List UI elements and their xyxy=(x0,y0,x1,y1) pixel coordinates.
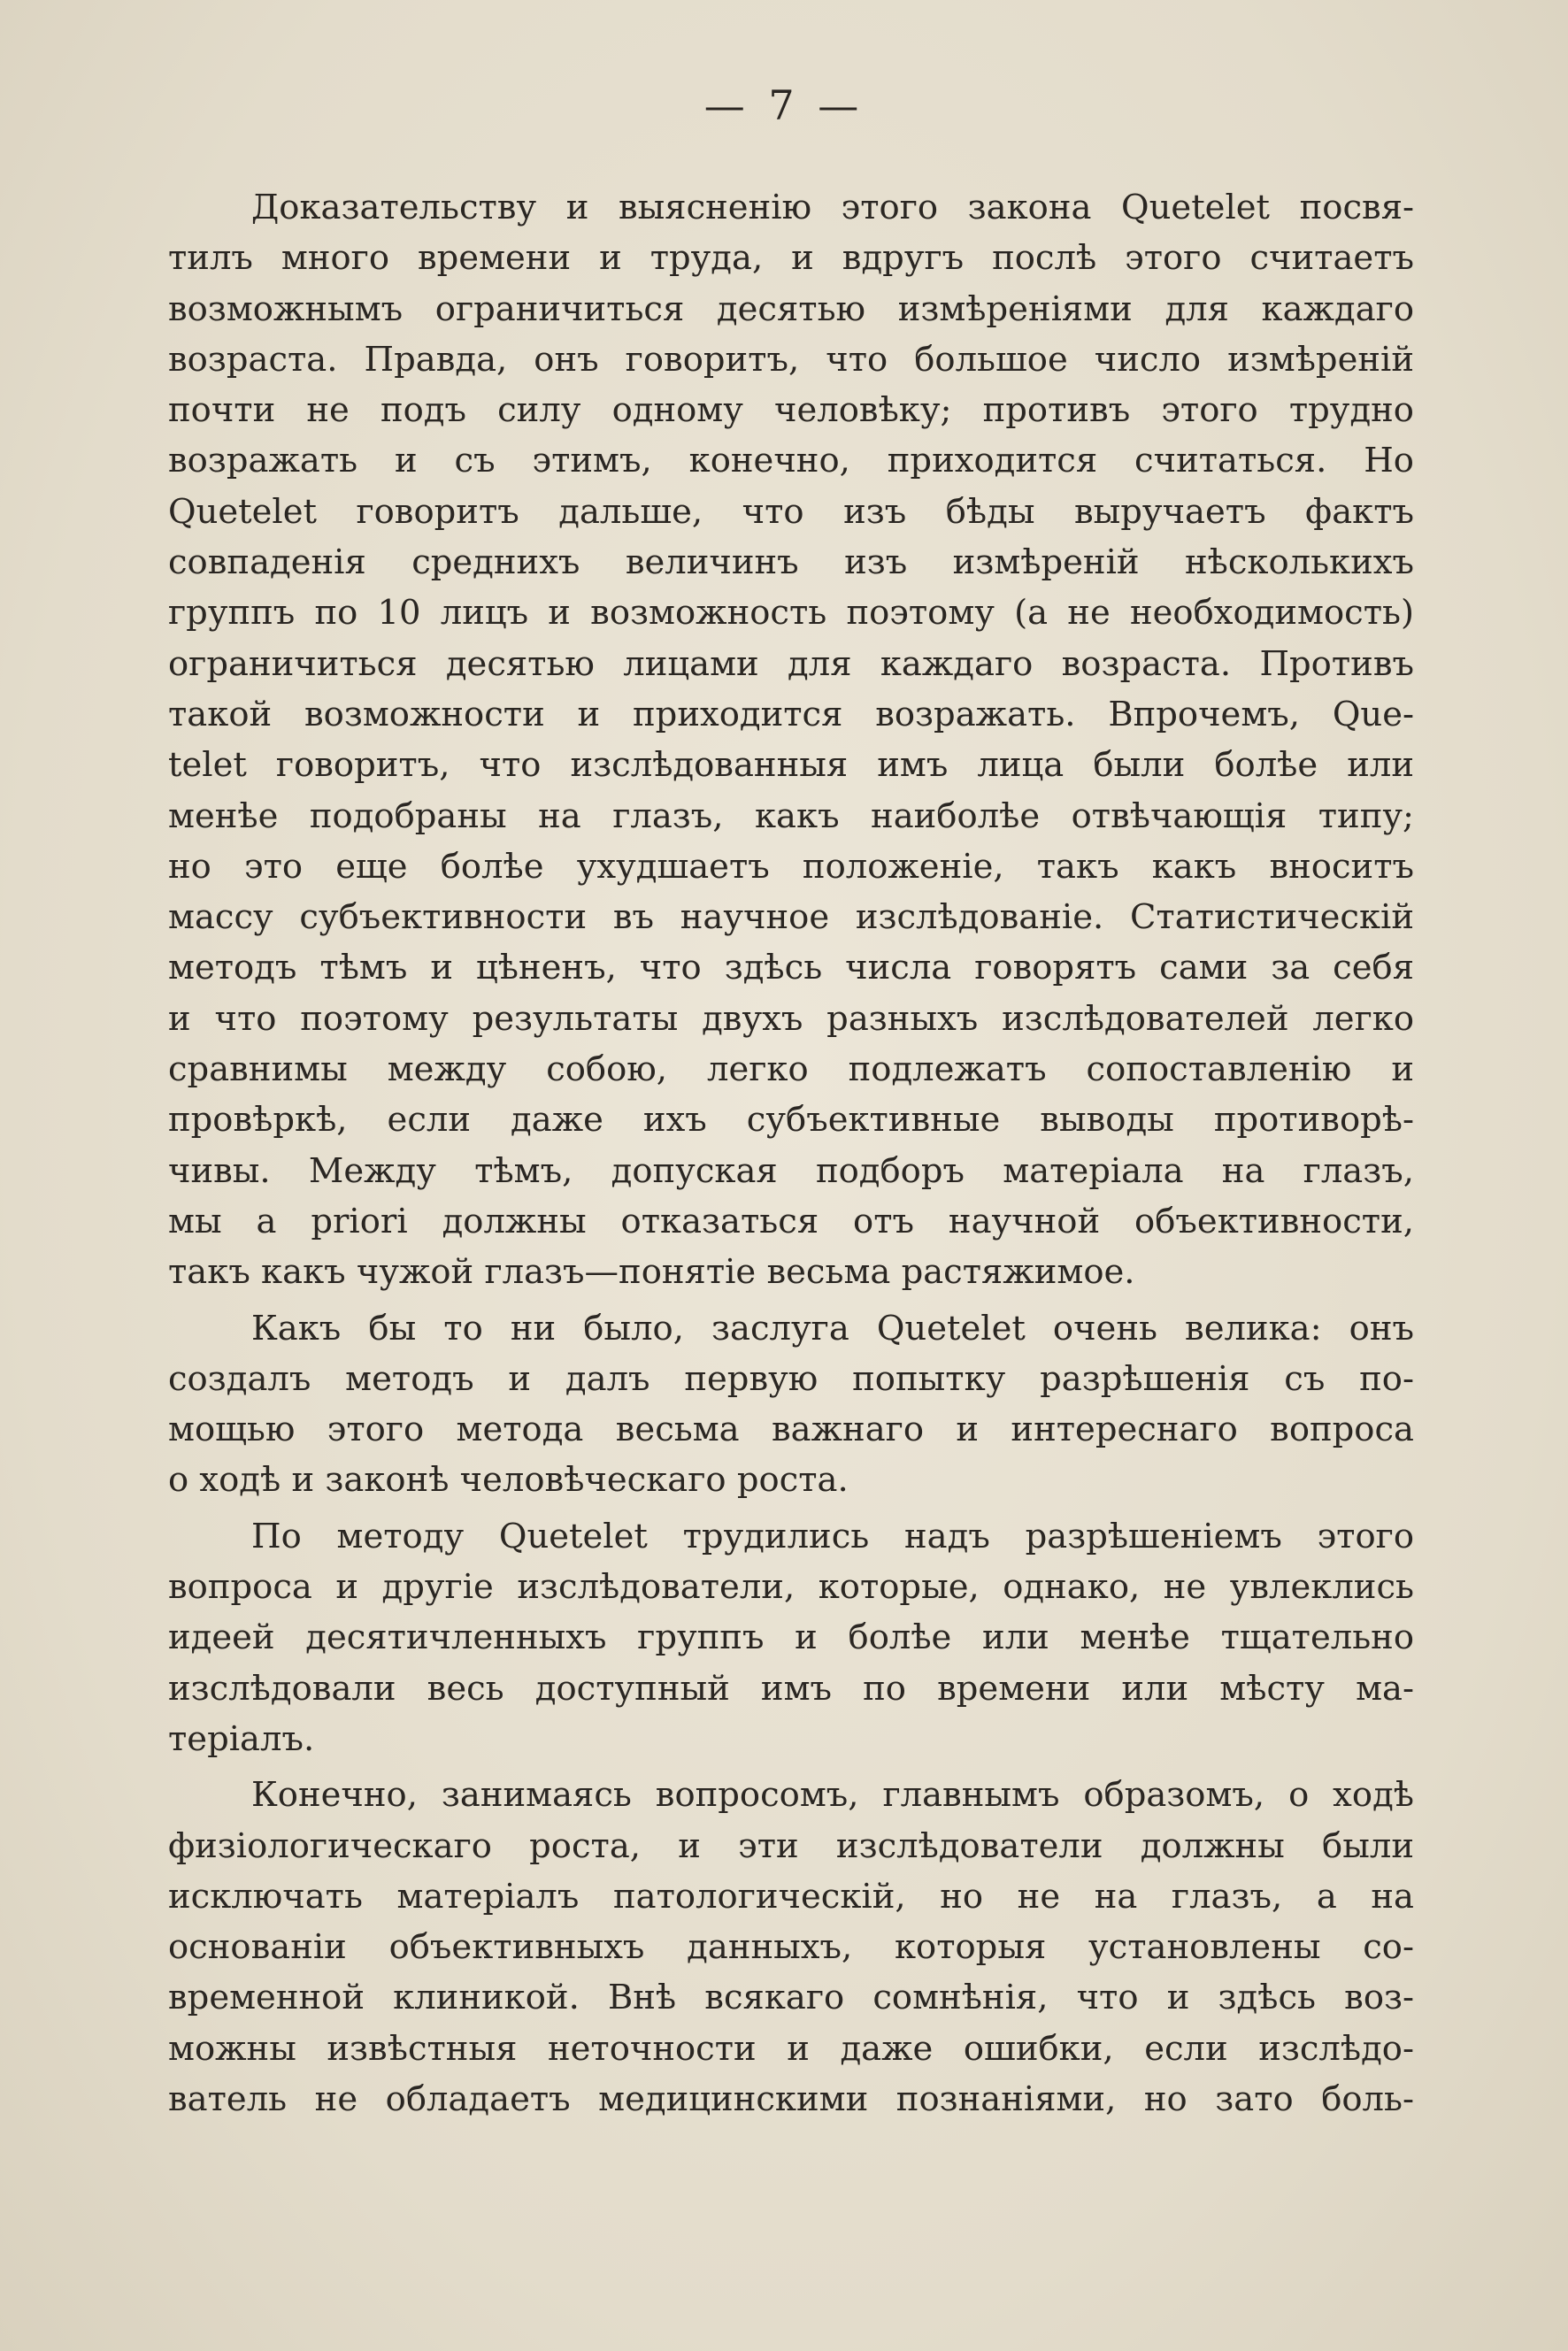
paragraph-1 xyxy=(168,182,1414,1298)
text-line: группъ по 10 лицъ и возможность поэтому (а не необходимость) xyxy=(168,593,1414,634)
text-line: ограничиться десятью лицами для каждаго возраста. Противъ xyxy=(168,643,1414,684)
text-line: идеей десятичленныхъ группъ и болѣе или менѣе тщательно xyxy=(168,1617,1414,1658)
text-line: и что поэтому результаты двухъ разныхъ изслѣдователей легко xyxy=(168,998,1414,1039)
text-line: теріалъ. xyxy=(168,1718,315,1759)
text-line: возражать и съ этимъ, конечно, приходится считаться. Но xyxy=(168,441,1414,481)
text-line: основаніи объективныхъ данныхъ, которыя установлены со- xyxy=(168,1927,1414,1968)
text-line: Конечно, занимаясь вопросомъ, главнымъ образомъ, о ходѣ xyxy=(251,1775,1414,1816)
text-line: Доказательству и выясненію этого закона Quetelet посвя- xyxy=(251,188,1414,227)
text-line: исключать матеріалъ патологическій, но не на глазъ, а на xyxy=(168,1876,1414,1917)
text-line: почти не подъ силу одному человѣку; противъ этого трудно xyxy=(168,390,1414,431)
paragraph-3 xyxy=(168,1511,1414,1764)
text-line: возможнымъ ограничиться десятью измѣреніями для каждаго xyxy=(168,288,1414,329)
page-number: — 7 — xyxy=(703,81,865,129)
text-line: Какъ бы то ни было, заслуга Quetelet очень велика: онъ xyxy=(251,1308,1414,1348)
text-line: физіологическаго роста, и эти изслѣдователи должны были xyxy=(168,1825,1414,1866)
text-line: совпаденія среднихъ величинъ изъ измѣреній нѣсколькихъ xyxy=(168,542,1414,583)
text-line: такой возможности и приходится возражать. Впрочемъ, Que- xyxy=(168,694,1414,734)
text-line: возраста. Правда, онъ говоритъ, что большое число измѣреній xyxy=(168,339,1414,380)
text-line: вопроса и другіе изслѣдователи, которые, однако, не увлеклись xyxy=(168,1567,1414,1608)
text-line: ватель не обладаетъ медицинскими познаніями, но зато боль- xyxy=(168,2078,1414,2119)
text-line: мы a priori должны отказаться отъ научной объективности, xyxy=(168,1201,1414,1241)
text-line: тилъ много времени и труда, и вдругъ послѣ этого считаетъ xyxy=(168,238,1414,279)
text-line: провѣркѣ, если даже ихъ субъективные выводы противорѣ- xyxy=(168,1100,1414,1141)
text-line: создалъ методъ и далъ первую попытку разрѣшенія съ по- xyxy=(168,1358,1414,1399)
text-line: временной клиникой. Внѣ всякаго сомнѣнія, что и здѣсь воз- xyxy=(168,1978,1414,2018)
paragraph-4 xyxy=(168,1770,1414,2124)
text-line: сравнимы между собою, легко подлежатъ сопоставленію и xyxy=(168,1049,1414,1090)
text-line: массу субъективности въ научное изслѣдованіе. Статистическій xyxy=(168,897,1414,938)
text-line: методъ тѣмъ и цѣненъ, что здѣсь числа говорятъ сами за себя xyxy=(168,948,1414,988)
text-line: По методу Quetelet трудились надъ разрѣшеніемъ этого xyxy=(251,1516,1414,1556)
text-line: чивы. Между тѣмъ, допуская подборъ матеріала на глазъ, xyxy=(168,1150,1414,1191)
body-text xyxy=(168,182,1414,2124)
text-line: такъ какъ чужой глазъ—понятіе весьма растяжимое. xyxy=(168,1252,1135,1293)
text-line: telet говоритъ, что изслѣдованныя имъ лица были болѣе или xyxy=(168,745,1414,786)
text-line: менѣе подобраны на глазъ, какъ наиболѣе отвѣчающія типу; xyxy=(168,795,1414,836)
text-line: можны извѣстныя неточности и даже ошибки, если изслѣдо- xyxy=(168,2028,1414,2069)
text-line: изслѣдовали весь доступный имъ по времени или мѣсту ма- xyxy=(168,1668,1414,1709)
text-line: о ходѣ и законѣ человѣческаго роста. xyxy=(168,1460,849,1501)
text-line: но это еще болѣе ухудшаетъ положеніе, такъ какъ вноситъ xyxy=(168,846,1414,887)
paragraph-2 xyxy=(168,1303,1414,1506)
text-line: мощью этого метода весьма важнаго и интереснаго вопроса xyxy=(168,1410,1414,1450)
text-line: Quetelet говоритъ дальше, что изъ бѣды выручаетъ фактъ xyxy=(168,491,1414,532)
